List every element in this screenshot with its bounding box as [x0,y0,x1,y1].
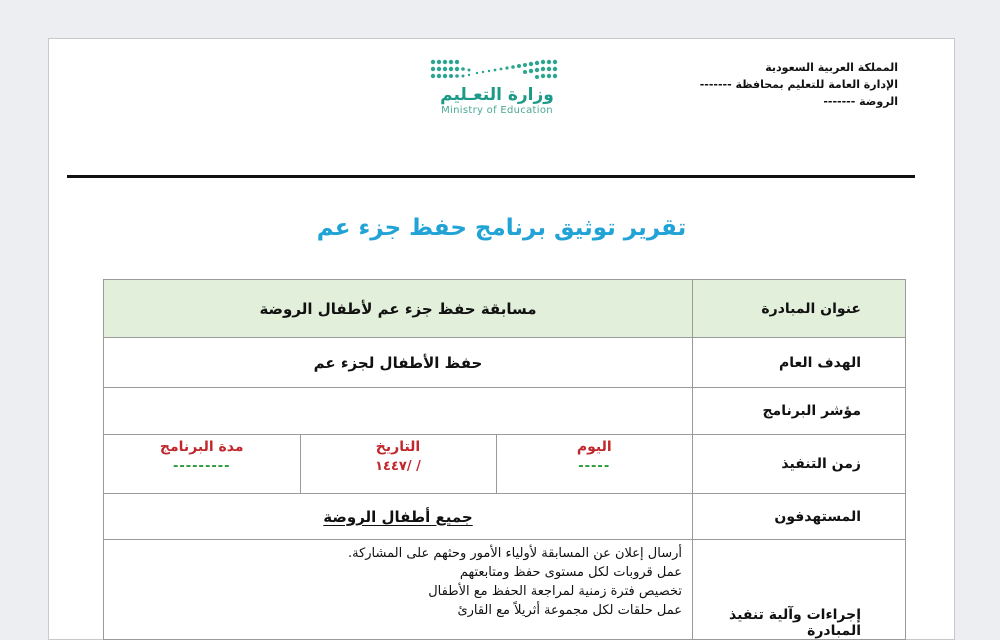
target-value-cell [104,494,693,540]
time-value-cell [104,435,693,494]
header-line-kindergarten: الروضة ------- [823,95,898,108]
time-row [104,435,906,494]
initiative-value: مسابقة حفظ جزء عم لأطفال الروضة [104,280,693,338]
date-value: / /١٤٤٧ [375,459,421,474]
goal-label: الهدف العام [693,338,906,388]
step-item: تخصيص فترة زمنية لمراجعة الحفظ مع الأطفال [428,584,682,599]
steps-label: إجراءات وآلية تنفيذ المبادرة [693,540,906,640]
logo-arabic-text: وزارة التعـليم [440,85,554,105]
target-value: جميع أطفال الروضة [323,507,473,526]
report-table [103,279,906,640]
header-line-directorate: الإدارة العامة للتعليم بمحافظة ------- [699,78,898,91]
target-row [104,494,906,540]
duration-value: --------- [172,459,231,474]
time-label: زمن التنفيذ [693,435,906,494]
ministry-logo [427,57,567,133]
header-divider [67,175,915,178]
duration-label: مدة البرنامج [159,439,244,455]
goal-value: حفظ الأطفال لجزء عم [104,338,693,388]
indicator-value [104,388,693,435]
logo-english-text: Ministry of Education [441,105,553,116]
goal-row [104,338,906,388]
day-cell [496,435,692,493]
indicator-label: مؤشر البرنامج [693,388,906,435]
time-subtable [104,435,692,493]
steps-row [104,540,906,640]
steps-list [104,540,693,640]
day-label: اليوم [576,439,612,455]
step-item: أرسال إعلان عن المسابقة لأولياء الأمور وحثهم على المشاركة. [347,546,682,561]
report-title: تقرير توثيق برنامج حفظ جزء عم [316,215,687,241]
initiative-row [104,280,906,338]
initiative-label: عنوان المبادرة [693,280,906,338]
date-label: التاريخ [375,439,421,455]
document-page [48,38,955,640]
duration-cell [104,435,300,493]
logo-dots-icon [427,57,567,87]
indicator-row [104,388,906,435]
day-value: ----- [578,459,611,474]
target-label: المستهدفون [693,494,906,540]
header-line-kingdom: المملكة العربية السعودية [765,61,898,74]
date-cell [300,435,496,493]
step-item: عمل قروبات لكل مستوى حفظ ومتابعتهم [459,565,682,580]
step-item: عمل حلقات لكل مجموعة أثريلاً مع القارئ [457,603,682,618]
ministry-header [638,59,898,110]
